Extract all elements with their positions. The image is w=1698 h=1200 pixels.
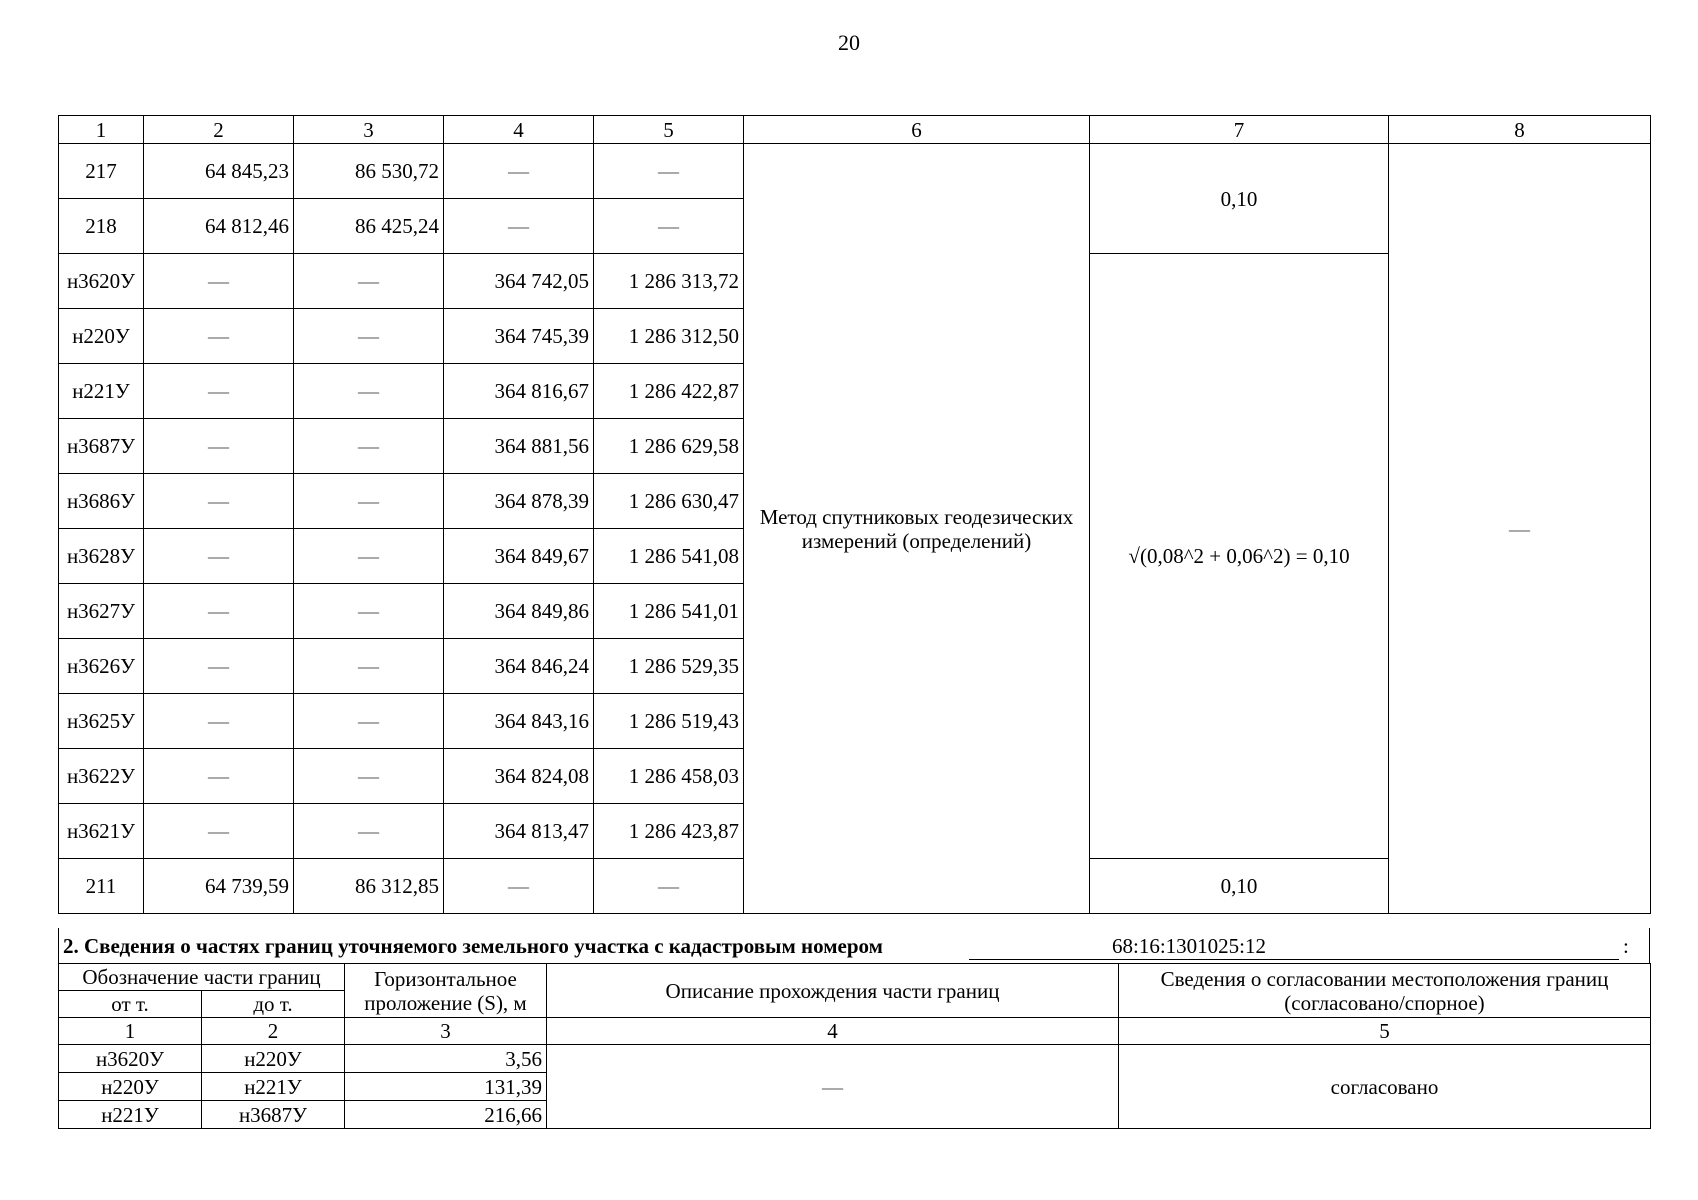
- point-name: 211: [59, 859, 144, 914]
- cadastral-number: 68:16:1301025:12: [1111, 934, 1266, 958]
- x-refined: 364 849,67: [444, 529, 594, 584]
- column-number: 2: [144, 116, 294, 144]
- header-horizontal-length: Горизонтальное проложение (S), м: [345, 964, 547, 1018]
- x-existing: 64 845,23: [144, 144, 294, 199]
- header-to-point: до т.: [202, 991, 345, 1018]
- x-refined: —: [444, 859, 594, 914]
- from-point: н220У: [59, 1073, 202, 1101]
- column-number: 4: [547, 1018, 1119, 1045]
- y-existing: —: [294, 584, 444, 639]
- column-number-row: [59, 116, 1651, 144]
- y-existing: —: [294, 474, 444, 529]
- y-existing: —: [294, 419, 444, 474]
- point-name: н220У: [59, 309, 144, 364]
- to-point: н220У: [202, 1045, 345, 1073]
- point-name: н3620У: [59, 254, 144, 309]
- section-2-title: 2. Сведения о частях границ уточняемого земельного участка с кадастровым номером: [63, 934, 883, 958]
- section-2-title-row: [58, 928, 1650, 964]
- x-existing: —: [144, 804, 294, 859]
- column-number: 4: [444, 116, 594, 144]
- point-name: н3626У: [59, 639, 144, 694]
- x-refined: 364 881,56: [444, 419, 594, 474]
- y-existing: —: [294, 364, 444, 419]
- y-refined: 1 286 313,72: [594, 254, 744, 309]
- y-refined: 1 286 458,03: [594, 749, 744, 804]
- horizontal-length: 3,56: [345, 1045, 547, 1073]
- x-refined: 364 742,05: [444, 254, 594, 309]
- y-existing: 86 425,24: [294, 199, 444, 254]
- y-existing: —: [294, 529, 444, 584]
- x-existing: 64 812,46: [144, 199, 294, 254]
- x-existing: 64 739,59: [144, 859, 294, 914]
- from-point: н3620У: [59, 1045, 202, 1073]
- column-number: 8: [1389, 116, 1651, 144]
- page-number: 20: [838, 30, 860, 55]
- y-existing: —: [294, 309, 444, 364]
- accuracy-formula: √(0,08^2 + 0,06^2) = 0,10: [1090, 254, 1389, 859]
- x-refined: 364 824,08: [444, 749, 594, 804]
- x-refined: 364 843,16: [444, 694, 594, 749]
- header-from-point: от т.: [59, 991, 202, 1018]
- x-existing: —: [144, 309, 294, 364]
- horizontal-length: 216,66: [345, 1101, 547, 1129]
- to-point: н3687У: [202, 1101, 345, 1129]
- y-refined: 1 286 541,01: [594, 584, 744, 639]
- y-refined: —: [594, 859, 744, 914]
- y-refined: 1 286 519,43: [594, 694, 744, 749]
- x-refined: 364 813,47: [444, 804, 594, 859]
- x-existing: —: [144, 529, 294, 584]
- x-existing: —: [144, 694, 294, 749]
- title-colon: :: [1623, 934, 1629, 958]
- y-refined: —: [594, 199, 744, 254]
- column-number: 2: [202, 1018, 345, 1045]
- column-number-row: [59, 1018, 1651, 1045]
- x-existing: —: [144, 639, 294, 694]
- y-existing: 86 530,72: [294, 144, 444, 199]
- col8-value: —: [1389, 144, 1651, 914]
- x-existing: —: [144, 254, 294, 309]
- table-row: [59, 144, 1651, 199]
- y-refined: 1 286 423,87: [594, 804, 744, 859]
- x-existing: —: [144, 419, 294, 474]
- point-name: н3622У: [59, 749, 144, 804]
- description-value: —: [547, 1045, 1119, 1129]
- point-name: н221У: [59, 364, 144, 419]
- y-existing: —: [294, 694, 444, 749]
- x-refined: 364 816,67: [444, 364, 594, 419]
- point-name: 218: [59, 199, 144, 254]
- y-refined: 1 286 629,58: [594, 419, 744, 474]
- x-refined: 364 846,24: [444, 639, 594, 694]
- coordinates-table: [58, 115, 1651, 914]
- x-refined: —: [444, 144, 594, 199]
- point-name: 217: [59, 144, 144, 199]
- x-existing: —: [144, 474, 294, 529]
- header-part-designation: Обозначение части границ: [59, 964, 345, 991]
- header-agreement: Сведения о согласовании местоположения границ (согласовано/спорное): [1119, 964, 1651, 1018]
- cadastral-number-underline: [969, 959, 1619, 960]
- x-refined: 364 878,39: [444, 474, 594, 529]
- accuracy-top: 0,10: [1090, 144, 1389, 254]
- y-refined: 1 286 541,08: [594, 529, 744, 584]
- y-existing: —: [294, 804, 444, 859]
- column-number: 5: [594, 116, 744, 144]
- point-name: н3687У: [59, 419, 144, 474]
- y-refined: 1 286 529,35: [594, 639, 744, 694]
- column-number: 3: [294, 116, 444, 144]
- y-existing: —: [294, 254, 444, 309]
- point-name: н3625У: [59, 694, 144, 749]
- header-description: Описание прохождения части границ: [547, 964, 1119, 1018]
- horizontal-length: 131,39: [345, 1073, 547, 1101]
- header-row-1: [59, 964, 1651, 991]
- y-existing: —: [294, 639, 444, 694]
- table-row: [59, 1045, 1651, 1073]
- from-point: н221У: [59, 1101, 202, 1129]
- y-existing: 86 312,85: [294, 859, 444, 914]
- column-number: 5: [1119, 1018, 1651, 1045]
- accuracy-bottom: 0,10: [1090, 859, 1389, 914]
- y-existing: —: [294, 749, 444, 804]
- boundary-parts-table: [58, 963, 1651, 1129]
- point-name: н3686У: [59, 474, 144, 529]
- column-number: 7: [1090, 116, 1389, 144]
- agreement-value: согласовано: [1119, 1045, 1651, 1129]
- x-existing: —: [144, 749, 294, 804]
- point-name: н3621У: [59, 804, 144, 859]
- point-name: н3627У: [59, 584, 144, 639]
- y-refined: 1 286 422,87: [594, 364, 744, 419]
- to-point: н221У: [202, 1073, 345, 1101]
- column-number: 1: [59, 1018, 202, 1045]
- column-number: 1: [59, 116, 144, 144]
- y-refined: 1 286 312,50: [594, 309, 744, 364]
- method-cell: Метод спутниковых геодезических измерений (определений): [744, 144, 1090, 914]
- x-refined: —: [444, 199, 594, 254]
- column-number: 3: [345, 1018, 547, 1045]
- x-refined: 364 745,39: [444, 309, 594, 364]
- x-refined: 364 849,86: [444, 584, 594, 639]
- y-refined: —: [594, 144, 744, 199]
- x-existing: —: [144, 584, 294, 639]
- x-existing: —: [144, 364, 294, 419]
- y-refined: 1 286 630,47: [594, 474, 744, 529]
- column-number: 6: [744, 116, 1090, 144]
- point-name: н3628У: [59, 529, 144, 584]
